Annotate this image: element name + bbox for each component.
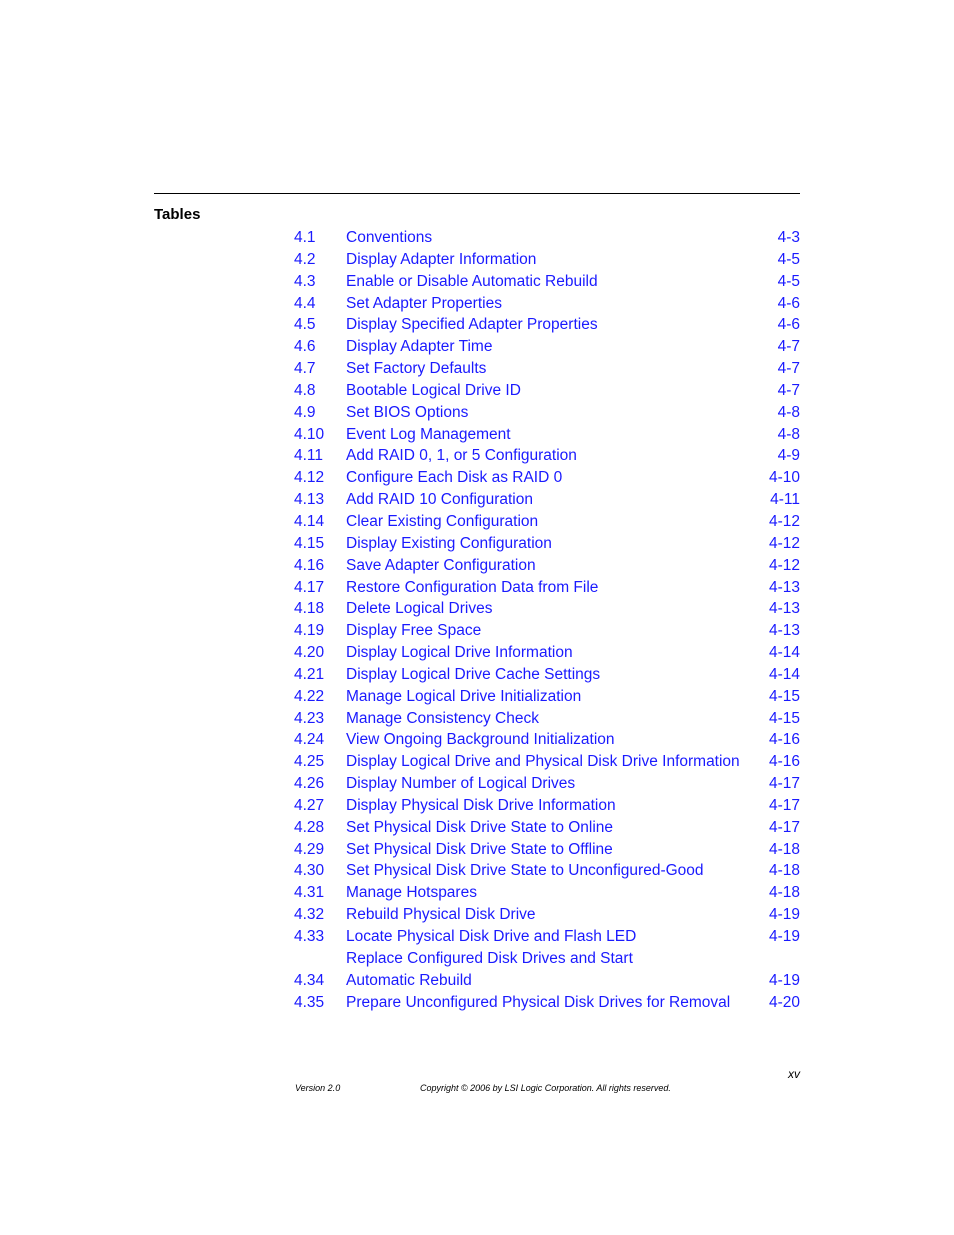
toc-entry-number: 4.11: [294, 447, 324, 465]
toc-entry-title: [346, 708, 769, 730]
toc-entry-number: 4.33: [294, 928, 325, 945]
toc-entry-title-line: Display Adapter Time: [346, 338, 493, 356]
toc-entry-title: [346, 642, 769, 664]
toc-entry[interactable]: [294, 467, 800, 489]
toc-entry-number: 4.8: [294, 381, 316, 399]
toc-entry-page: 4-9: [777, 447, 800, 465]
toc-entry[interactable]: [294, 751, 800, 773]
toc-entry-number: 4.19: [294, 622, 325, 640]
toc-entry-title: [346, 380, 778, 402]
toc-entry-page: 4-18: [768, 862, 800, 880]
toc-entry-number: 4.16: [294, 556, 325, 574]
toc-entry-title: [346, 489, 770, 511]
toc-entry-page: 4-12: [768, 534, 800, 552]
toc-entry-number: 4.13: [294, 491, 325, 509]
toc-entry[interactable]: [294, 424, 800, 446]
toc-entry-number: 4.35: [294, 993, 325, 1011]
header-rule: [154, 193, 800, 194]
toc-entry-title: [346, 533, 769, 555]
toc-entry-number: 4.25: [294, 753, 325, 771]
toc-entry[interactable]: [294, 686, 800, 708]
toc-entry-title-line: Restore Configuration Data from File: [346, 578, 599, 596]
toc-entry-title: [346, 620, 769, 642]
toc-entry-title: [346, 664, 769, 686]
toc-entry-page: 4-15: [768, 709, 800, 727]
toc-entry-page: 4-16: [768, 731, 800, 749]
toc-entry-page: 4-16: [768, 753, 800, 771]
toc-entry-page: 4-6: [777, 316, 800, 334]
toc-entry-number: 4.29: [294, 840, 325, 858]
toc-entry-title-line: Set BIOS Options: [346, 403, 469, 421]
toc-entry-page: 4-5: [777, 272, 800, 290]
toc-entry-title: [346, 577, 769, 599]
toc-entry-number: 4.26: [294, 775, 325, 793]
toc-entry-number: 4.24: [294, 731, 325, 749]
toc-entry-title-line: Replace Configured Disk Drives and Start: [346, 949, 633, 967]
toc-entry-number: 4.1: [294, 229, 316, 246]
toc-entry-page: 4-19: [768, 971, 800, 989]
toc-entry-page: 4-18: [768, 840, 800, 858]
toc-entry-page: 4-17: [768, 796, 800, 814]
toc-entry-page: 4-13: [768, 578, 800, 596]
toc-entry-title: [346, 249, 778, 271]
toc-entry[interactable]: [294, 773, 800, 795]
toc-entry[interactable]: [294, 314, 800, 336]
toc-entry[interactable]: [294, 642, 800, 664]
toc-entry-number: 4.22: [294, 687, 325, 705]
toc-entry[interactable]: [294, 358, 800, 380]
toc-entry-title-line: Manage Consistency Check: [346, 709, 539, 727]
toc-entry-title-line: Display Logical Drive Cache Settings: [346, 665, 601, 683]
toc-entry-number: 4.15: [294, 534, 325, 552]
toc-entry-title-line: Delete Logical Drives: [346, 600, 493, 618]
toc-entry-title-line: Event Log Management: [346, 425, 511, 443]
toc-entry[interactable]: [294, 293, 800, 315]
toc-entry-title-line: Automatic Rebuild: [346, 971, 472, 989]
toc-entry[interactable]: [294, 380, 800, 402]
toc-entry-title: [346, 904, 769, 926]
toc-entry-title-line: Display Existing Configuration: [346, 534, 552, 552]
toc-entry-title: [346, 271, 778, 293]
toc-entry-page: 4-20: [768, 993, 800, 1011]
toc-entry-title: [346, 555, 769, 577]
toc-entry-title-line: Add RAID 10 Configuration: [346, 491, 533, 509]
toc-entry-number: 4.28: [294, 818, 325, 836]
toc-entry-title: [346, 227, 778, 249]
toc-entry[interactable]: [294, 620, 800, 642]
toc-entry-page: 4-14: [768, 644, 800, 662]
toc-entry-title-line: Set Factory Defaults: [346, 360, 487, 378]
toc-entry-title-line: Display Logical Drive Information: [346, 644, 573, 662]
toc-entry[interactable]: [294, 577, 800, 599]
toc-entry-number: 4.32: [294, 906, 325, 924]
toc-entry-page: 4-6: [777, 294, 800, 312]
toc-entry-title: [346, 358, 778, 380]
toc-entry-title: [346, 817, 769, 839]
toc-entry-page: 4-17: [768, 775, 800, 793]
toc-entry[interactable]: [294, 708, 800, 730]
toc-entry-page: 4-13: [768, 600, 800, 618]
toc-entry-page: 4-19: [768, 928, 800, 945]
toc-entry-title-line: Display Physical Disk Drive Information: [346, 796, 616, 814]
toc-entry-title-line: Save Adapter Configuration: [346, 556, 536, 574]
toc-entry-page: 4-7: [777, 381, 800, 399]
toc-entry[interactable]: [294, 271, 800, 293]
toc-entry-number: 4.3: [294, 272, 316, 290]
toc-entry-number: 4.31: [294, 884, 325, 902]
section-heading: Tables: [154, 206, 201, 223]
toc-entry-title: [346, 992, 769, 1014]
toc-entry-number: 4.23: [294, 709, 325, 727]
toc-entry-title-line: Set Adapter Properties: [346, 294, 502, 312]
toc-entry[interactable]: [294, 511, 800, 533]
toc-entry-title: [346, 948, 769, 992]
toc-entry-page: 4-12: [768, 512, 800, 530]
toc-entry-number: 4.27: [294, 796, 325, 814]
toc-entry-title: [346, 424, 778, 446]
toc-entry[interactable]: [294, 555, 800, 577]
footer-version: Version 2.0: [295, 1083, 341, 1093]
toc-entry-number: 4.6: [294, 338, 316, 356]
toc-entry[interactable]: [294, 948, 800, 992]
toc-entry-title: [346, 402, 778, 424]
toc-entry-number: 4.30: [294, 862, 325, 880]
toc-entry-title: [346, 882, 769, 904]
toc-entry[interactable]: [294, 249, 800, 271]
toc-entry-title: [346, 926, 769, 948]
toc-entry[interactable]: [294, 598, 800, 620]
toc-entry-title: [346, 598, 769, 620]
toc-entry-page: 4-11: [770, 491, 800, 509]
toc-entry[interactable]: [294, 860, 800, 882]
toc-entry-number: 4.18: [294, 600, 325, 618]
toc-entry-title: [346, 729, 769, 751]
toc-entry-number: 4.12: [294, 469, 325, 487]
toc-entry[interactable]: [294, 839, 800, 861]
toc-entry[interactable]: [294, 227, 800, 249]
toc-entry-title: [346, 293, 778, 315]
toc-entry-page: 4-3: [777, 229, 800, 246]
toc-entry-title: [346, 795, 769, 817]
toc-entry-title-line: View Ongoing Background Initialization: [346, 731, 615, 749]
toc-entry-page: 4-17: [768, 818, 800, 836]
toc-entry[interactable]: [294, 795, 800, 817]
toc-entry-title-line: Bootable Logical Drive ID: [346, 381, 521, 399]
toc-entry-title: [346, 751, 769, 773]
toc-entry-title-line: Rebuild Physical Disk Drive: [346, 906, 536, 924]
toc-entry-title-line: Enable or Disable Automatic Rebuild: [346, 272, 598, 290]
toc-entry[interactable]: [294, 904, 800, 926]
toc-entry-title-line: Add RAID 0, 1, or 5 Configuration: [346, 447, 577, 465]
toc-entry-title-line: Display Specified Adapter Properties: [346, 316, 598, 334]
toc-entry-page: 4-18: [768, 884, 800, 902]
toc-entry-page: 4-7: [777, 338, 800, 356]
toc-entry-title: [346, 467, 769, 489]
toc-entry-number: 4.14: [294, 512, 325, 530]
toc-entry[interactable]: [294, 882, 800, 904]
toc-entry[interactable]: [294, 402, 800, 424]
toc-entry-number: 4.4: [294, 294, 316, 312]
toc-entry-title-line: Manage Hotspares: [346, 884, 477, 902]
table-of-tables: [294, 227, 800, 1013]
toc-entry-title-line: Display Logical Drive and Physical Disk Drive Information: [346, 753, 740, 771]
toc-entry-title: [346, 839, 769, 861]
toc-entry-title-line: Clear Existing Configuration: [346, 512, 539, 530]
toc-entry-title-line: Manage Logical Drive Initialization: [346, 687, 582, 705]
toc-entry-number: 4.20: [294, 644, 325, 662]
toc-entry-title-line: Conventions: [346, 229, 433, 246]
toc-entry[interactable]: [294, 336, 800, 358]
toc-entry-title: [346, 686, 769, 708]
toc-entry[interactable]: [294, 664, 800, 686]
toc-entry-title-line: Set Physical Disk Drive State to Offline: [346, 840, 613, 858]
toc-entry-title-line: Display Adapter Information: [346, 250, 537, 268]
toc-entry-page: 4-8: [777, 403, 800, 421]
toc-entry[interactable]: [294, 533, 800, 555]
page-number: xv: [788, 1067, 800, 1081]
toc-entry-page: 4-10: [768, 469, 800, 487]
toc-entry-number: 4.17: [294, 578, 325, 596]
toc-entry-page: 4-14: [768, 665, 800, 683]
toc-entry-title-line: Prepare Unconfigured Physical Disk Drives for Removal: [346, 993, 731, 1011]
toc-entry-title-line: Display Number of Logical Drives: [346, 775, 576, 793]
toc-entry-title-line: Set Physical Disk Drive State to Online: [346, 818, 614, 836]
toc-entry-page: 4-12: [768, 556, 800, 574]
toc-entry-page: 4-7: [777, 360, 800, 378]
toc-entry[interactable]: [294, 445, 800, 467]
toc-entry-number: 4.9: [294, 403, 316, 421]
toc-entry[interactable]: [294, 926, 800, 948]
toc-entry-number: 4.10: [294, 425, 325, 443]
toc-entry-number: 4.21: [294, 665, 325, 683]
toc-entry-number: 4.7: [294, 360, 316, 378]
toc-entry-number: 4.2: [294, 250, 316, 268]
toc-entry-page: 4-8: [777, 425, 800, 443]
toc-entry-number: 4.5: [294, 316, 316, 334]
toc-entry-title: [346, 773, 769, 795]
toc-entry-title-line: Locate Physical Disk Drive and Flash LED: [346, 928, 637, 945]
toc-entry-title: [346, 336, 778, 358]
toc-entry-page: 4-15: [768, 687, 800, 705]
toc-entry-title: [346, 445, 778, 467]
toc-entry-title-line: Display Free Space: [346, 622, 482, 640]
toc-entry-page: 4-13: [768, 622, 800, 640]
footer-copyright: Copyright © 2006 by LSI Logic Corporation. All rights reserved.: [420, 1083, 671, 1093]
toc-entry-title-line: Configure Each Disk as RAID 0: [346, 469, 563, 487]
toc-entry-title: [346, 860, 769, 882]
toc-entry[interactable]: [294, 729, 800, 751]
toc-entry[interactable]: [294, 489, 800, 511]
toc-entry-page: 4-5: [777, 250, 800, 268]
toc-entry[interactable]: [294, 992, 800, 1014]
toc-entry-title-line: Set Physical Disk Drive State to Unconfigured-Good: [346, 862, 704, 880]
toc-entry-title: [346, 314, 778, 336]
toc-entry-number: 4.34: [294, 971, 325, 989]
toc-entry[interactable]: [294, 817, 800, 839]
toc-entry-page: 4-19: [768, 906, 800, 924]
toc-entry-title: [346, 511, 769, 533]
